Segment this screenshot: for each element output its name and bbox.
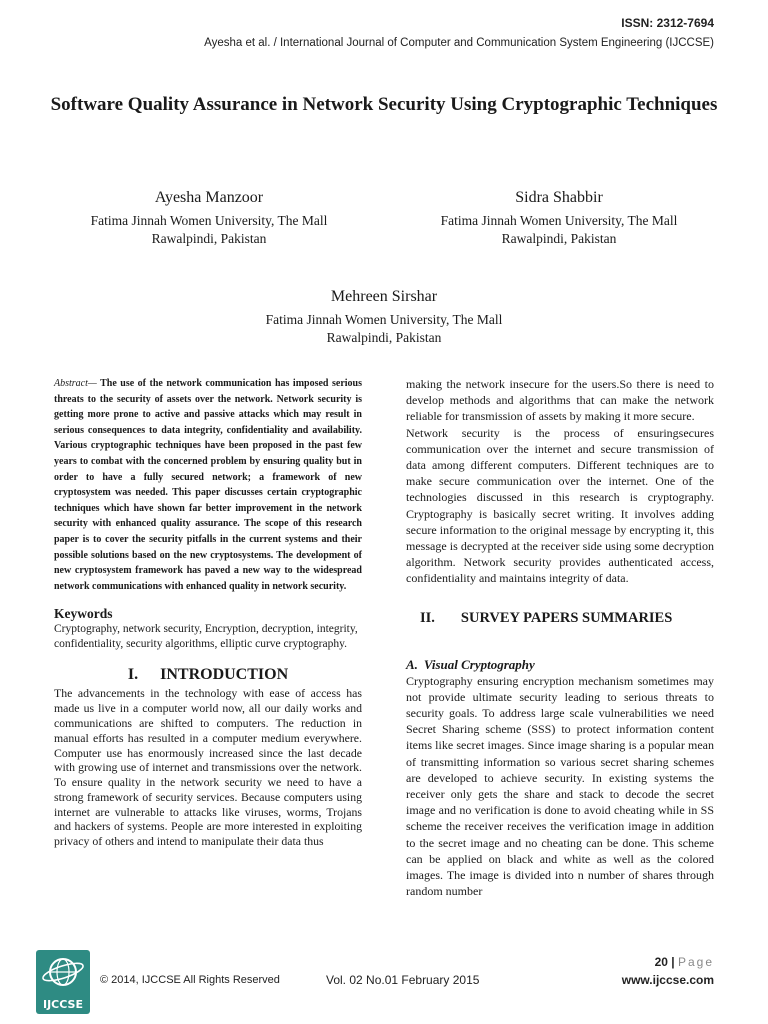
copyright: © 2014, IJCCSE All Rights Reserved (100, 974, 280, 986)
issn: ISSN: 2312-7694 (621, 16, 714, 30)
body-paragraph: Cryptography ensuring encryption mechanism sometimes may not provide ultimate security leading to serious threats to security goals. To address large scale vulnerabilities we need Secret Sharing scheme (SSS) to protect information content items like secret images. Since image sharing is a popular mean of transmitting information so various secret sharing schemes are developed to achieve security. In existing systems the receiver only gets the share and stack to decode the secret image and no verification is done to avoid cheating while in SS scheme the receiver receives the verification image in addition to the secret image and no cheating can be done. This scheme can be applied on black and white as well as the colored images. The image is divided into n number of shares through random number (406, 673, 714, 899)
author-block (40, 188, 378, 248)
author-location: Rawalpindi, Pakistan (151, 231, 267, 246)
subsection-number: A. (406, 656, 418, 672)
page-number: 20 (654, 955, 668, 969)
author-affiliation: Fatima Jinnah Women University, The Mall (440, 213, 678, 228)
section-heading-survey (406, 609, 714, 627)
author-block (390, 188, 728, 248)
journal-header: Ayesha et al. / International Journal of Computer and Communication System Engineering (IJCCSE) (204, 37, 714, 49)
paper-title: Software Quality Assurance in Network Security Using Cryptographic Techniques (50, 94, 718, 115)
left-column (54, 376, 362, 849)
author-name: Ayesha Manzoor (154, 189, 264, 206)
section-number: II. (420, 609, 435, 626)
website-link[interactable]: www.ijccse.com (621, 973, 714, 987)
abstract-text: The use of the network communication has imposed serious threats to the security of assets over the network. Network security is getting more prone to active and passive attacks which may result in serious consequences to data integrity, confidentiality and availability. Various cryptographic techniques have been proposed in the past few years to combat with the concerned problem by ensuring quality but in order to have a fully secured network; a framework of new cryptosystem was needed. This paper discusses certain cryptographic techniques which have shown far better improvement in the network security with enhanced quality assurance. The scope of this research paper is to cover the security pitfalls in the current systems and their possible solutions based on the new cryptosystems. The development of new cryptosystem framework has paved a new way to the widespread network communications with enhanced quality in network security. (54, 378, 362, 592)
abstract (54, 376, 362, 594)
logo-text: IJCCSE (43, 998, 83, 1011)
author-block (0, 287, 768, 347)
abstract-lead: Abstract— (54, 378, 97, 389)
subsection-title: Visual Cryptography (423, 656, 535, 672)
subsection-heading (406, 657, 714, 673)
body-paragraph: Network security is the process of ensuringsecures communication over the internet and secure transmission of data among different computers. Different techniques are to make secure communication over the internet. One of the technologies discussed in this research is cryptography. Cryptography is basically secret writing. It involves adding secure information to the original message by encrypting it, this message is decrypted at the receiver side using some decryption algorithm. Network security provides authenticated access, confidentiality and maintains integrity of data. (406, 425, 714, 586)
introduction-paragraph: The advancements in the technology with ease of access has made us live in a computer world now, all our daily works and communications are shifted to computers. The reduction in manual efforts has resulted in a computer medium everywhere. Computer use has enormously increased since the last decade with growing use of internet and transmissions over the network. To ensure quality in the network security we need to have a strong framework of security services. Because computers using internet are vulnerable to attacks like viruses, worms, Trojans and hackers of systems. People are more interested in exploiting privacy of others and intend to manipulate their data thus (54, 686, 362, 849)
page-indicator (655, 955, 714, 969)
right-column (406, 376, 714, 899)
author-name: Mehreen Sirshar (330, 288, 438, 305)
section-number: I. (127, 666, 139, 684)
author-name: Sidra Shabbir (515, 189, 603, 206)
keywords-heading: Keywords (54, 606, 113, 622)
author-location: Rawalpindi, Pakistan (501, 231, 617, 246)
page-separator: | (671, 955, 675, 969)
author-location: Rawalpindi, Pakistan (326, 330, 442, 345)
section-title: INTRODUCTION (160, 666, 289, 684)
page-label: Page (677, 955, 714, 969)
body-paragraph: making the network insecure for the users.So there is need to develop methods and algorithms that can make the network reliable for transmission of assets by making it more secure. (406, 377, 714, 424)
volume-info: Vol. 02 No.01 February 2015 (326, 973, 480, 987)
author-affiliation: Fatima Jinnah Women University, The Mall (90, 213, 328, 228)
section-heading-introduction (54, 666, 362, 684)
keywords-text: Cryptography, network security, Encryption, decryption, integrity, confidentiality, security algorithms, elliptic curve cryptography. (54, 623, 358, 651)
author-affiliation: Fatima Jinnah Women University, The Mall (265, 312, 503, 327)
section-title: SURVEY PAPERS SUMMARIES (460, 609, 673, 626)
journal-logo (36, 950, 90, 1014)
